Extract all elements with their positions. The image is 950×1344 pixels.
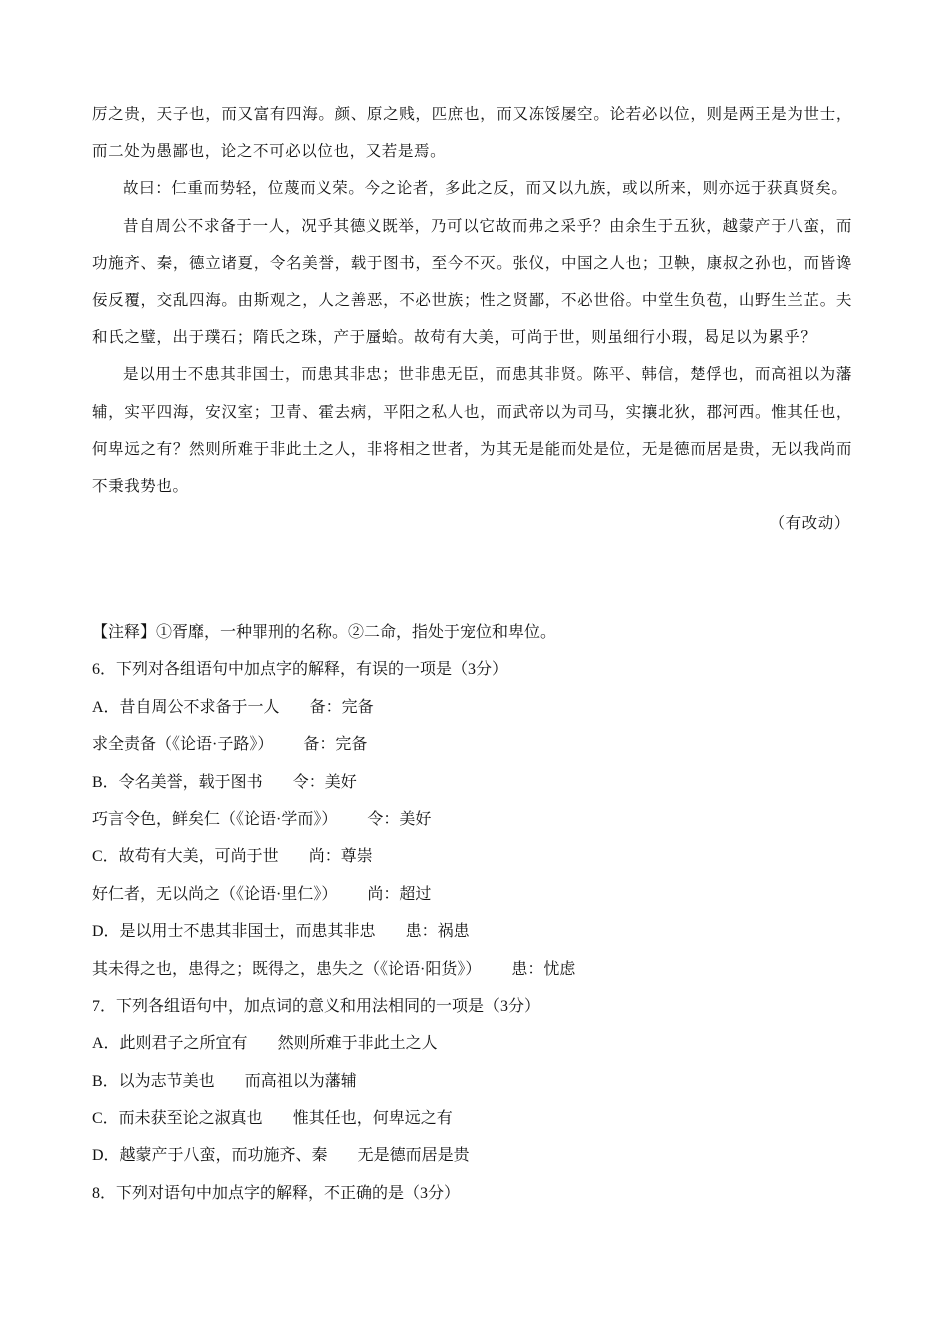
question-8-stem: 8．下列对语句中加点字的解释，不正确的是（3分） [92,1184,461,1202]
question-6-option-b1: B．令名美誉，载于图书 令：美好 [92,773,357,791]
question-7-option-b: B．以为志节美也 而高祖以为藩辅 [92,1072,357,1090]
passage-paragraph-1: 厉之贵，天子也，而又富有四海。颜、原之贱，匹庶也，而又冻馁屡空。论若必以位，则是两王是为世士，而二处为愚鄙也，论之不可必以位也，又若是焉。 [92,105,852,161]
annotation-note: 【注释】①胥靡，一种罪刑的名称。②二命，指处于宠位和卑位。 [92,624,557,641]
question-6-option-a1: A．昔自周公不求备于一人 备：完备 [92,698,374,716]
question-7-option-c: C．而未获至论之淑真也 惟其任也，何卑远之有 [92,1110,453,1128]
passage-paragraph-4: 是以用士不患其非国士，而患其非忠；世非患无臣，而患其非贤。陈平、韩信，楚俘也，而高祖以为藩辅，实平四海，安汉室；卫青、霍去病，平阳之私人也，而武帝以为司马，实攘北狄，郡河西。惟其任也，何卑远之有？然则所难于非此土之人，非将相之世者，为其无是能而处是位，无是德而居是贵，无以我尚而不秉我势也。 [92,365,852,496]
passage-paragraph-3: 昔自周公不求备于一人，况乎其德义既举，乃可以它故而弗之采乎？由余生于五狄，越蒙产于八蛮，而功施齐、秦，德立诸夏，令名美誉，载于图书，至今不灭。张仪，中国之人也；卫鞅，康叔之孙也，而皆谗佞反覆，交乱四海。由斯观之，人之善恶，不必世族；性之贤鄙，不必世俗。中堂生负苞，山野生兰芷。夫和氏之璧，出于璞石；隋氏之珠，产于蜃蛤。故苟有大美，可尚于世，则虽细行小瑕，曷足以为累乎？ [92,216,852,347]
source-note: （有改动） [769,514,850,533]
question-6-option-b2: 巧言令色，鲜矣仁（《论语·学而》） 令：美好 [92,810,432,828]
passage-paragraph-2: 故曰：仁重而势轻，位蔑而义荣。今之论者，多此之反，而又以九族，或以所来，则亦远于获真贤矣。 [123,179,848,198]
question-7-option-a: A．此则君子之所宜有 然则所难于非此土之人 [92,1035,438,1053]
question-6-stem: 6．下列对各组语句中加点字的解释，有误的一项是（3分） [92,661,509,679]
question-7-option-d: D．越蒙产于八蛮，而功施齐、秦 无是德而居是贵 [92,1147,470,1165]
question-6-option-c1: C．故苟有大美，可尚于世 尚：尊崇 [92,848,373,866]
question-6-option-a2: 求全责备（《论语·子路》） 备：完备 [92,736,368,754]
question-7-stem: 7．下列各组语句中，加点词的意义和用法相同的一项是（3分） [92,997,541,1015]
questions-section [92,614,852,1212]
question-6-option-d1: D．是以用士不患其非国士，而患其非忠 患：祸患 [92,923,470,941]
question-6-option-c2: 好仁者，无以尚之（《论语·里仁》） 尚：超过 [92,885,432,903]
question-6-option-d2: 其未得之也，患得之；既得之，患失之（《论语·阳货》） 患：忧虑 [92,960,576,978]
passage-text [92,96,852,542]
